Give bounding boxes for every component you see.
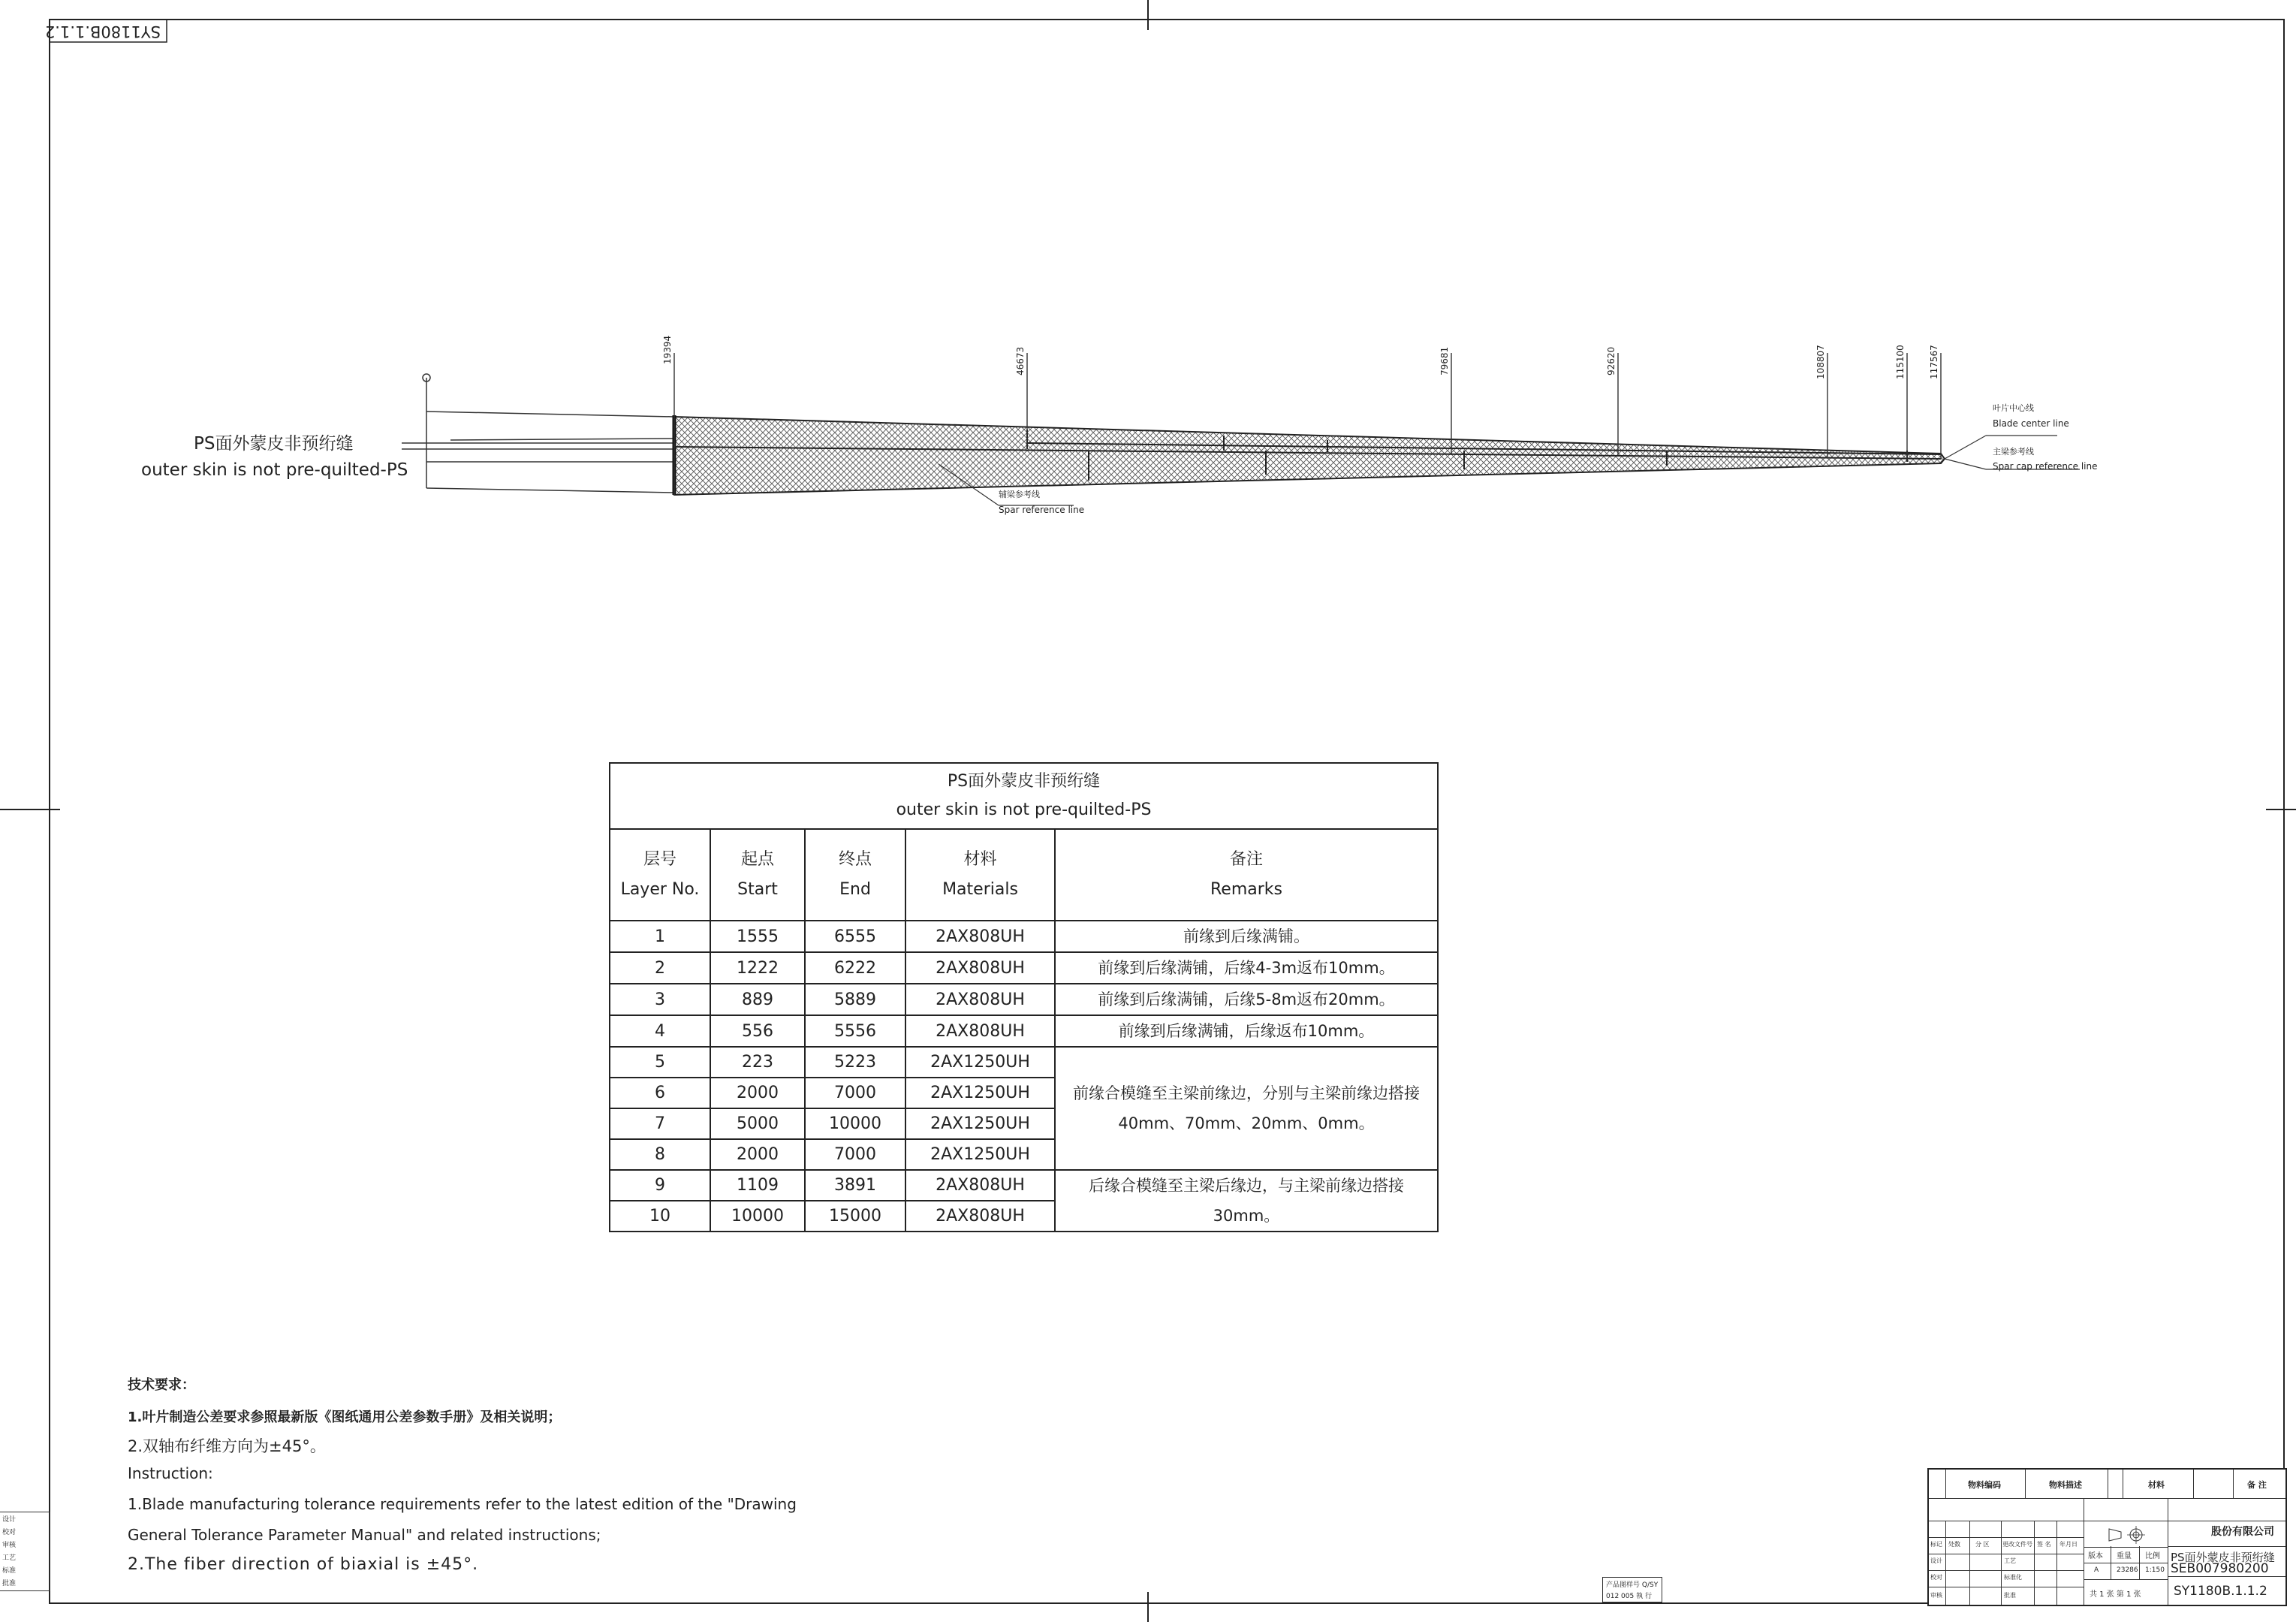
sheet-count: 共 1 张 第 1 张	[2090, 1590, 2141, 1599]
header-end: 终点 End	[805, 829, 905, 921]
spar-cap-en: Spar cap reference line	[1993, 461, 2098, 472]
drawing-name: PS面外蒙皮非预绗缝	[2171, 1551, 2275, 1564]
left-role: 校对	[2, 1529, 17, 1536]
scale-value: 1:150	[2145, 1566, 2165, 1574]
table-row: 9 1109 3891 2AX808UH 后缘合模缝至主梁后缘边，与主梁前缘边搭接30mm。	[610, 1170, 1438, 1201]
corner-code: SY1180B.1.1.2	[44, 23, 161, 41]
table-row: 10 10000 15000 2AX808UH	[610, 1201, 1438, 1232]
spar-ref-en: Spar reference line	[999, 505, 1085, 515]
notes-line: 2.双轴布纤维方向为±45°。	[128, 1437, 326, 1455]
table-row: 3 889 5889 2AX808UH 前缘到后缘满铺，后缘5-8m返布20mm。	[610, 984, 1438, 1015]
drawing-number: SEB007980200	[2171, 1561, 2269, 1576]
weight-value: 23286	[2117, 1566, 2138, 1574]
rev-label: 签 名	[2037, 1541, 2051, 1548]
view-label-cn: PS面外蒙皮非预绗缝	[194, 434, 354, 454]
notes-line: 2.The fiber direction of biaxial is ±45°.	[128, 1555, 479, 1574]
view-label-en: outer skin is not pre-quilted-PS	[141, 460, 408, 480]
header-layer-no: 层号 Layer No.	[610, 829, 710, 921]
header-weight: 重量	[2117, 1552, 2132, 1560]
header-remarks: 备注 Remarks	[1055, 829, 1438, 921]
stage-value: A	[2094, 1566, 2099, 1574]
role-label: 审核	[1930, 1592, 1942, 1599]
remark-cell: 前缘到后缘满铺，后缘5-8m返布20mm。	[1055, 984, 1438, 1015]
role-label: 设计	[1930, 1557, 1942, 1564]
notes-line: 1.叶片制造公差要求参照最新版《图纸通用公差参数手册》及相关说明；	[128, 1409, 562, 1425]
table-title-cn: PS面外蒙皮非预绗缝	[947, 772, 1101, 791]
remark-cell: 前缘到后缘满铺。	[1055, 921, 1438, 952]
remark-cell-merged: 前缘合模缝至主梁前缘边，分别与主梁前缘边搭接 40mm、70mm、20mm、0mm。	[1055, 1047, 1438, 1170]
skin-hatch-region	[674, 417, 1945, 495]
station-label: 19394	[662, 335, 673, 364]
left-role: 标准	[2, 1567, 17, 1575]
blade-center-cn: 叶片中心线	[1993, 403, 2034, 413]
company-name: 股份有限公司	[2211, 1526, 2274, 1538]
station-label: 79681	[1439, 346, 1450, 375]
header-materials: 材料 Materials	[905, 829, 1055, 921]
role-label: 校对	[1930, 1574, 1942, 1581]
header-material: 材料	[2148, 1480, 2165, 1490]
rev-label: 标记	[1930, 1541, 1942, 1548]
left-role: 设计	[2, 1516, 17, 1524]
rev-label: 年月日	[2059, 1541, 2078, 1548]
station-label: 115100	[1895, 345, 1906, 379]
header-version: 版本	[2088, 1552, 2103, 1560]
spar-cap-cn: 主梁参考线	[1993, 447, 2034, 457]
table-row: 6 2000 7000 2AX1250UH	[610, 1078, 1438, 1108]
left-role: 批准	[2, 1580, 17, 1587]
revision-grid	[1929, 1498, 2084, 1605]
spar-ref-cn: 辅梁参考线	[999, 490, 1040, 499]
rev-label: 更改文件号	[2002, 1541, 2032, 1548]
header-start: 起点 Start	[710, 829, 805, 921]
role-label: 工艺	[2004, 1557, 2016, 1564]
table-title	[610, 763, 1438, 829]
role-label: 批准	[2004, 1592, 2016, 1599]
table-row: 8 2000 7000 2AX1250UH	[610, 1139, 1438, 1170]
rev-label: 处数	[1948, 1541, 1960, 1548]
left-role: 工艺	[2, 1554, 17, 1562]
rev-label: 分 区	[1975, 1541, 1990, 1548]
blade-root	[402, 374, 674, 493]
left-role: 审核	[2, 1542, 17, 1549]
station-label: 108807	[1815, 345, 1826, 379]
header-material-code: 物料编码	[1968, 1480, 2001, 1490]
station-label: 46673	[1015, 346, 1026, 375]
table-row: 5 223 5223 2AX1250UH 前缘合模缝至主梁前缘边，分别与主梁前缘边搭接 40mm、70mm、20mm、0mm。	[610, 1047, 1438, 1078]
notes-heading: 技术要求：	[128, 1377, 195, 1393]
blade-center-en: Blade center line	[1993, 418, 2069, 429]
remark-cell: 前缘到后缘满铺，后缘4-3m返布10mm。	[1055, 952, 1438, 984]
table-title-en: outer skin is not pre-quilted-PS	[896, 800, 1152, 819]
header-scale: 比例	[2145, 1552, 2160, 1560]
role-label: 标准化	[2004, 1574, 2022, 1581]
notes-instruction: Instruction:	[128, 1464, 213, 1482]
station-label: 117567	[1929, 345, 1939, 379]
header-remark: 备 注	[2247, 1480, 2267, 1490]
table-row: 1 1555 6555 2AX808UH 前缘到后缘满铺。	[610, 921, 1438, 952]
table-row: 7 5000 10000 2AX1250UH	[610, 1108, 1438, 1139]
remark-cell-merged: 后缘合模缝至主梁后缘边，与主梁前缘边搭接30mm。	[1055, 1170, 1438, 1232]
header-material-desc: 物料描述	[2049, 1480, 2082, 1490]
notes-line: 1.Blade manufacturing tolerance requirements refer to the latest edition of the "Drawing	[128, 1495, 797, 1513]
layer-table	[609, 762, 1439, 1232]
doc-number: SY1180B.1.1.2	[2174, 1584, 2267, 1599]
table-row: 2 1222 6222 2AX808UH 前缘到后缘满铺，后缘4-3m返布10mm。	[610, 952, 1438, 984]
station-label: 92620	[1606, 346, 1617, 375]
notes-line: General Tolerance Parameter Manual" and related instructions;	[128, 1526, 601, 1544]
table-row: 4 556 5556 2AX808UH 前缘到后缘满铺，后缘返布10mm。	[610, 1015, 1438, 1047]
projection-symbol	[2084, 1521, 2168, 1548]
left-role-strip	[0, 1512, 50, 1591]
standard-stamp: 产品图样号 Q/SY 012 005 執 行	[1602, 1577, 1662, 1602]
remark-cell: 前缘到后缘满铺，后缘返布10mm。	[1055, 1015, 1438, 1047]
title-block	[1927, 1468, 2287, 1606]
